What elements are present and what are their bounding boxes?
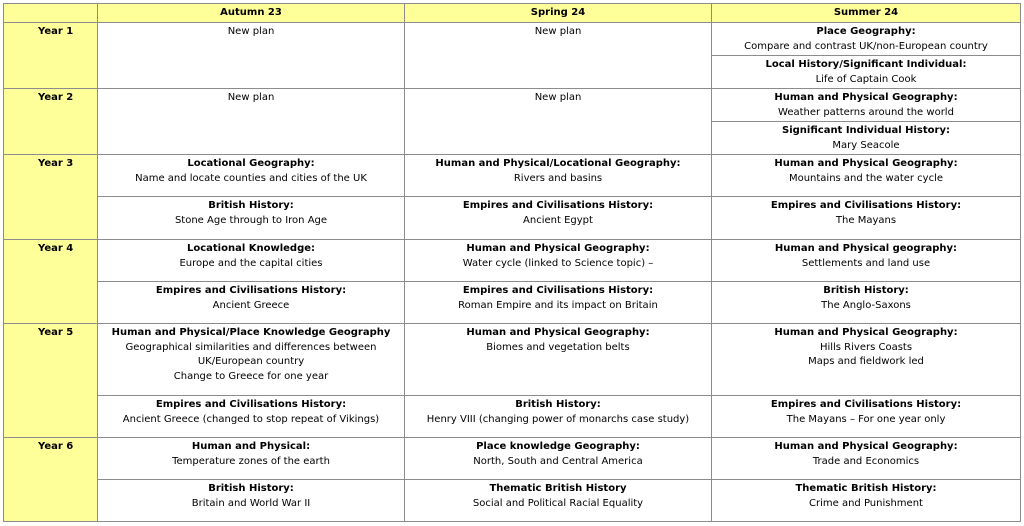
cell-body: Roman Empire and its impact on Britain — [458, 299, 658, 311]
year-2-summer-b — [712, 122, 1021, 155]
year-6-summer-a — [712, 438, 1021, 480]
year-4-summer-a — [712, 240, 1021, 282]
cell-body: Change to Greece for one year — [173, 370, 329, 382]
header-summer: Summer 24 — [712, 4, 1021, 23]
cell-heading: British History: — [515, 399, 601, 410]
year-5-summer-b — [712, 396, 1021, 438]
cell-heading: Thematic British History: — [795, 483, 937, 494]
year-3-autumn-b — [98, 197, 405, 240]
year-5-autumn-b — [98, 396, 405, 438]
year-5-label: Year 5 — [4, 324, 98, 438]
year-1-row-a — [4, 23, 1021, 56]
cell-heading: Human and Physical Geography: — [466, 327, 650, 338]
cell-body: New plan — [534, 26, 582, 37]
year-5-autumn-a — [98, 324, 405, 396]
cell-body: Crime and Punishment — [809, 497, 923, 509]
cell-body: Henry VIII (changing power of monarchs case study) — [426, 413, 690, 425]
year-1-label: Year 1 — [4, 23, 98, 89]
curriculum-table — [3, 3, 1021, 522]
year-5-summer-a — [712, 324, 1021, 396]
cell-body: Ancient Greece — [212, 299, 290, 311]
cell-heading: British History: — [208, 200, 294, 211]
cell-heading: Human and Physical Geography: — [466, 243, 650, 254]
cell-heading: Locational Knowledge: — [186, 243, 316, 254]
header-corner — [4, 4, 98, 23]
cell-heading: Empires and Civilisations History: — [462, 200, 654, 211]
cell-body: Social and Political Racial Equality — [472, 497, 644, 509]
cell-body: The Mayans — [835, 214, 897, 226]
year-4-autumn-a — [98, 240, 405, 282]
cell-heading: Local History/Significant Individual: — [765, 59, 967, 70]
year-6-summer-b — [712, 480, 1021, 522]
cell-body: Settlements and land use — [801, 257, 931, 269]
year-2-row-a — [4, 89, 1021, 122]
cell-body: Maps and fieldwork led — [808, 356, 924, 367]
cell-heading: Place Geography: — [816, 26, 916, 37]
cell-body: Ancient Egypt — [523, 214, 593, 226]
year-4-spring-b — [405, 282, 712, 324]
year-4-autumn-b — [98, 282, 405, 324]
cell-heading: Human and Physical Geography: — [774, 327, 958, 338]
header-spring: Spring 24 — [405, 4, 712, 23]
year-6-row-b — [4, 480, 1021, 522]
cell-heading: Empires and Civilisations History: — [155, 285, 347, 296]
cell-body: New plan — [534, 92, 582, 103]
year-2-summer-a — [712, 89, 1021, 122]
cell-heading: Human and Physical: — [191, 441, 311, 452]
header-row — [4, 4, 1021, 23]
year-4-spring-a — [405, 240, 712, 282]
cell-body: Ancient Greece (changed to stop repeat of Vikings) — [122, 413, 380, 425]
cell-body: Geographical similarities and differences between — [125, 341, 377, 353]
year-5-row-b — [4, 396, 1021, 438]
year-6-label: Year 6 — [4, 438, 98, 522]
year-3-row-b — [4, 197, 1021, 240]
cell-heading: Empires and Civilisations History: — [770, 200, 962, 211]
cell-heading: Human and Physical Geography: — [774, 158, 958, 169]
cell-body: UK/European country — [197, 356, 305, 367]
year-3-row-a — [4, 155, 1021, 197]
cell-heading: Locational Geography: — [187, 158, 315, 169]
cell-heading: Human and Physical/Place Knowledge Geography — [111, 327, 391, 338]
cell-heading: Empires and Civilisations History: — [462, 285, 654, 296]
cell-body: Mary Seacole — [832, 139, 900, 151]
year-1-autumn — [98, 23, 405, 89]
year-6-autumn-a — [98, 438, 405, 480]
cell-body: New plan — [227, 92, 275, 103]
cell-body: Biomes and vegetation belts — [486, 341, 630, 353]
cell-body: New plan — [227, 26, 275, 37]
cell-heading: Human and Physical Geography: — [774, 92, 958, 103]
cell-body: Stone Age through to Iron Age — [174, 214, 328, 226]
cell-body: Britain and World War II — [191, 497, 311, 509]
cell-body: Temperature zones of the earth — [172, 455, 330, 467]
cell-body: Europe and the capital cities — [179, 257, 323, 269]
year-1-summer-a — [712, 23, 1021, 56]
year-3-summer-a — [712, 155, 1021, 197]
year-2-label: Year 2 — [4, 89, 98, 155]
cell-heading: Place knowledge Geography: — [476, 441, 640, 452]
cell-heading: Human and Physical geography: — [774, 243, 958, 254]
year-4-row-b — [4, 282, 1021, 324]
cell-body: Mountains and the water cycle — [788, 172, 944, 184]
year-1-summer-b — [712, 56, 1021, 89]
cell-heading: British History: — [208, 483, 294, 494]
cell-body: Hills Rivers Coasts — [819, 341, 913, 353]
cell-body: The Mayans – For one year only — [786, 413, 946, 425]
cell-heading: Thematic British History — [489, 483, 627, 494]
year-1-spring — [405, 23, 712, 89]
year-6-autumn-b — [98, 480, 405, 522]
cell-body: Weather patterns around the world — [778, 106, 954, 118]
year-4-row-a — [4, 240, 1021, 282]
cell-body: Name and locate counties and cities of the UK — [135, 172, 367, 184]
cell-body: Water cycle (linked to Science topic) – — [462, 257, 654, 269]
cell-heading: Empires and Civilisations History: — [770, 399, 962, 410]
cell-heading: Significant Individual History: — [782, 125, 950, 136]
year-6-spring-a — [405, 438, 712, 480]
year-6-spring-b — [405, 480, 712, 522]
year-3-spring-b — [405, 197, 712, 240]
cell-heading: British History: — [823, 285, 909, 296]
header-autumn: Autumn 23 — [98, 4, 405, 23]
cell-heading: Empires and Civilisations History: — [155, 399, 347, 410]
year-3-label: Year 3 — [4, 155, 98, 240]
year-4-summer-b — [712, 282, 1021, 324]
year-5-spring-b — [405, 396, 712, 438]
cell-body: Trade and Economics — [812, 455, 920, 467]
year-6-row-a — [4, 438, 1021, 480]
year-5-row-a — [4, 324, 1021, 396]
cell-body: The Anglo-Saxons — [821, 299, 911, 311]
cell-heading: Human and Physical Geography: — [774, 441, 958, 452]
year-3-spring-a — [405, 155, 712, 197]
year-2-spring — [405, 89, 712, 155]
cell-body: Compare and contrast UK/non-European country — [744, 40, 988, 52]
cell-body: Life of Captain Cook — [815, 73, 917, 85]
year-3-autumn-a — [98, 155, 405, 197]
cell-body: North, South and Central America — [473, 455, 643, 467]
cell-body: Rivers and basins — [513, 172, 603, 184]
cell-heading: Human and Physical/Locational Geography: — [435, 158, 681, 169]
year-2-autumn — [98, 89, 405, 155]
year-4-label: Year 4 — [4, 240, 98, 324]
year-5-spring-a — [405, 324, 712, 396]
year-3-summer-b — [712, 197, 1021, 240]
